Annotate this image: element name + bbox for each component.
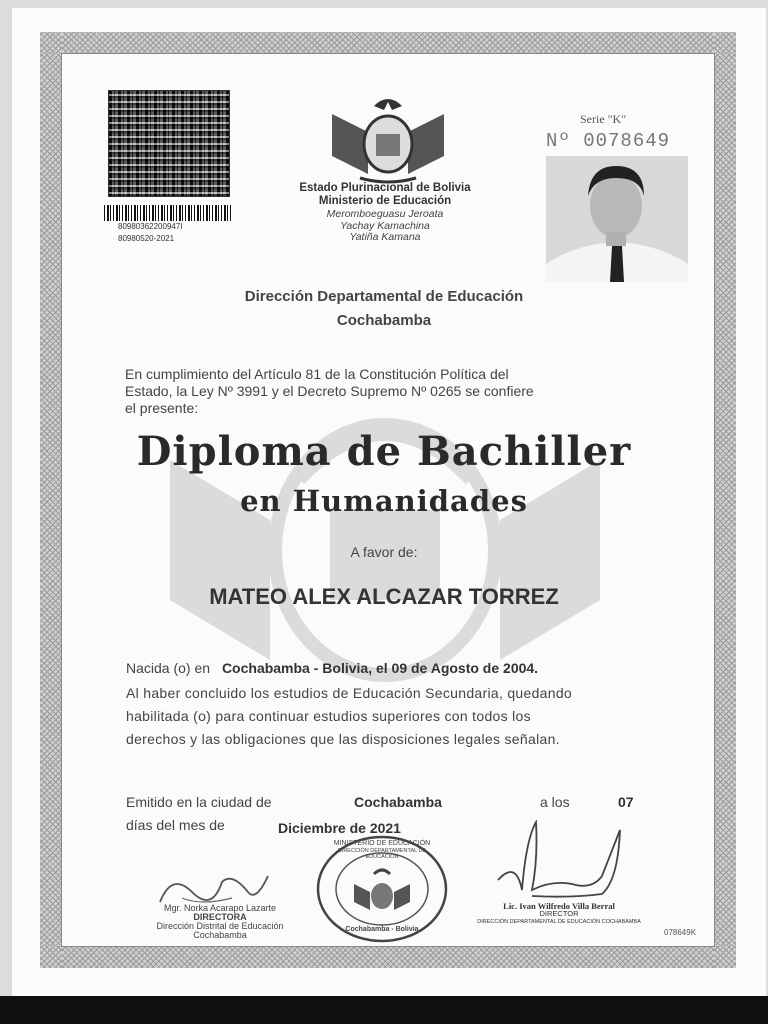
left-signatory-city: Cochabamba	[193, 930, 247, 940]
native-line-1: Meromboeguasu Jeroata	[326, 208, 444, 220]
right-signatory-office: DIRECCIÓN DEPARTAMENTAL DE EDUCACIÓN COCHABAMBA	[477, 919, 641, 925]
ministry-name: Ministerio de Educación	[318, 195, 452, 207]
diploma-subtitle: en Humanidades	[240, 484, 528, 518]
corner-serial: 078649K	[664, 928, 697, 937]
right-signatory-name: Lic. Ivan Wilfredo Villa Berral	[503, 901, 615, 911]
qr-code	[108, 90, 230, 197]
born-label: Nacida (o) en	[126, 660, 211, 676]
born-value: Cochabamba - Bolivia, el 09 de Agosto de 2004.	[221, 660, 539, 676]
direction-heading: Dirección Departamental de Educación	[244, 288, 524, 305]
favor-label: A favor de:	[350, 544, 418, 560]
left-signatory-office: Dirección Distrital de Educación	[156, 921, 284, 931]
diploma-title: Diploma de Bachiller	[136, 428, 632, 475]
right-signatory-title: DIRECTOR	[539, 909, 579, 918]
recipient-name: MATEO ALEX ALCAZAR TORREZ	[209, 584, 559, 609]
seal-text-bottom: Cochabamba - Bolivia	[345, 926, 419, 933]
preamble-line-3: el presente:	[125, 400, 199, 416]
serie-label: Serie "K"	[580, 112, 627, 126]
days-label: días del mes de	[126, 817, 225, 833]
right-signature	[492, 820, 632, 902]
left-signatory-title: DIRECTORA	[193, 912, 247, 922]
issued-day: 07	[618, 794, 634, 810]
state-name: Estado Plurinacional de Bolivia	[299, 182, 471, 194]
body-line-3: derechos y las obligaciones que las disposiciones legales señalan.	[126, 731, 560, 747]
barcode	[104, 205, 232, 221]
department-heading: Cochabamba	[336, 312, 432, 329]
native-line-3: Yatiña Kamana	[349, 231, 421, 243]
issued-city: Cochabamba	[354, 794, 442, 810]
seal-text-middle: DIRECCIÓN DEPARTAMENTAL DE EDUCACIÓN	[337, 848, 427, 860]
coat-of-arms-icon	[330, 92, 446, 184]
diploma-number: Nº 0078649	[546, 130, 671, 152]
a-los-label: a los	[540, 794, 570, 810]
barcode-number-1: 80980362200947I	[118, 222, 183, 231]
preamble-line-2: Estado, la Ley Nº 3991 y el Decreto Supremo Nº 0265 se confiere	[125, 383, 534, 399]
issued-month-year: Diciembre de 2021	[278, 820, 401, 836]
left-signatory-name: Mgr. Norka Acarapo Lazarte	[163, 903, 277, 913]
body-line-1: Al haber concluido los estudios de Educación Secundaria, quedando	[126, 685, 573, 701]
barcode-number-2: 80980520-2021	[118, 234, 175, 243]
issued-label: Emitido en la ciudad de	[126, 794, 272, 810]
student-photo	[546, 156, 688, 282]
scan-edge	[0, 996, 768, 1024]
body-line-2: habilitada (o) para continuar estudios superiores con todos los	[126, 708, 531, 724]
preamble-line-1: En cumplimiento del Artículo 81 de la Constitución Política del	[125, 366, 509, 382]
seal-text-top: MINISTERIO DE EDUCACIÓN	[333, 840, 431, 847]
native-line-2: Yachay Kamachina	[340, 219, 430, 232]
